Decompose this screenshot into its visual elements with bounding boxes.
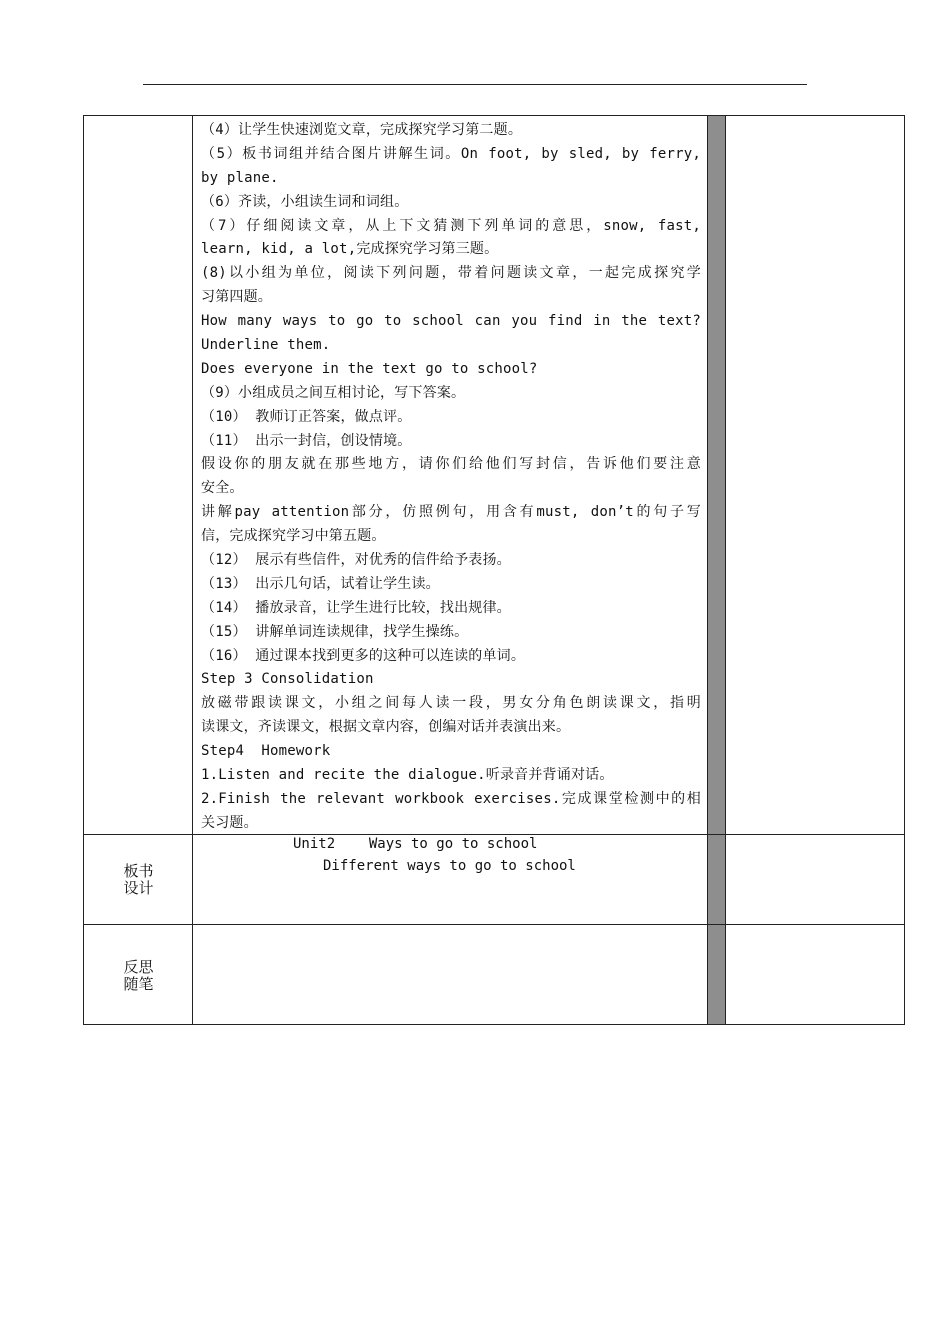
step-line: Does everyone in the text go to school? xyxy=(201,360,538,377)
step-line: （9）小组成员之间互相讨论，写下答案。 xyxy=(201,384,466,401)
lesson-plan-table xyxy=(83,115,905,1025)
board-design-label xyxy=(84,863,193,897)
step-line: （16） 通过课本找到更多的这种可以连读的单词。 xyxy=(201,647,526,664)
step-line: （5）板书词组并结合图片讲解生词。On foot, by sled, by ferry, xyxy=(201,145,701,162)
step-line: （14） 播放录音，让学生进行比较，找出规律。 xyxy=(201,599,511,616)
header-rule xyxy=(143,84,807,85)
step-line: 放磁带跟读课文，小组之间每人读一段，男女分角色朗读课文，指明 xyxy=(201,695,701,712)
step-line: by plane. xyxy=(201,169,279,186)
step-line: （15） 讲解单词连读规律，找学生操练。 xyxy=(201,623,469,640)
board-design-subtitle: Different ways to go to school xyxy=(323,858,576,874)
reflection-label-line2: 随笔 xyxy=(123,975,154,993)
step-line: learn, kid, a lot,完成探究学习第三题。 xyxy=(201,241,499,258)
step-line: 2.Finish the relevant workbook exercises.完成课堂检测中的相 xyxy=(201,790,701,807)
step-line: （11） 出示一封信，创设情境。 xyxy=(201,432,412,449)
reflection-label-line1: 反思 xyxy=(123,958,154,976)
step-line: 假设你的朋友就在那些地方，请你们给他们写封信，告诉他们要注意 xyxy=(201,456,701,473)
step-line: 1.Listen and recite the dialogue.听录音并背诵对话。 xyxy=(201,767,614,784)
step-line: （12） 展示有些信件，对优秀的信件给予表扬。 xyxy=(201,552,511,569)
step-line: Step 3 Consolidation xyxy=(201,671,374,688)
board-design-label-line1: 板书 xyxy=(123,862,154,880)
teaching-steps xyxy=(201,119,701,836)
step-line: （10） 教师订正答案，做点评。 xyxy=(201,408,412,425)
reflection-label xyxy=(84,959,193,993)
step-line: （13） 出示几句话，试着让学生读。 xyxy=(201,575,440,592)
step-line: Underline them. xyxy=(201,337,331,354)
row-divider-reflection xyxy=(84,924,904,925)
step-line: 信，完成探究学习中第五题。 xyxy=(201,528,386,545)
step-line: （7）仔细阅读文章，从上下文猜测下列单词的意思，snow, fast, xyxy=(201,217,701,234)
step-line: （4）让学生快速浏览文章，完成探究学习第二题。 xyxy=(201,122,523,138)
step-line: Step4 Homework xyxy=(201,743,331,760)
step-line: 读课文，齐读课文，根据文章内容，创编对话并表演出来。 xyxy=(201,719,571,736)
step-line: How many ways to go to school can you find in the text? xyxy=(201,313,701,330)
step-line: 习第四题。 xyxy=(201,289,272,306)
step-line: （6）齐读，小组读生词和词组。 xyxy=(201,193,409,210)
step-line: 安全。 xyxy=(201,480,244,497)
gray-divider-column xyxy=(707,116,726,1024)
board-design-title: Unit2 Ways to go to school xyxy=(293,836,538,852)
step-line: 讲解pay attention部分，仿照例句，用含有must, don’t的句子写 xyxy=(201,504,701,521)
step-line: (8)以小组为单位，阅读下列问题，带着问题读文章，一起完成探究学 xyxy=(201,265,701,282)
board-design-label-line2: 设计 xyxy=(123,879,154,897)
step-line: 关习题。 xyxy=(201,814,258,831)
